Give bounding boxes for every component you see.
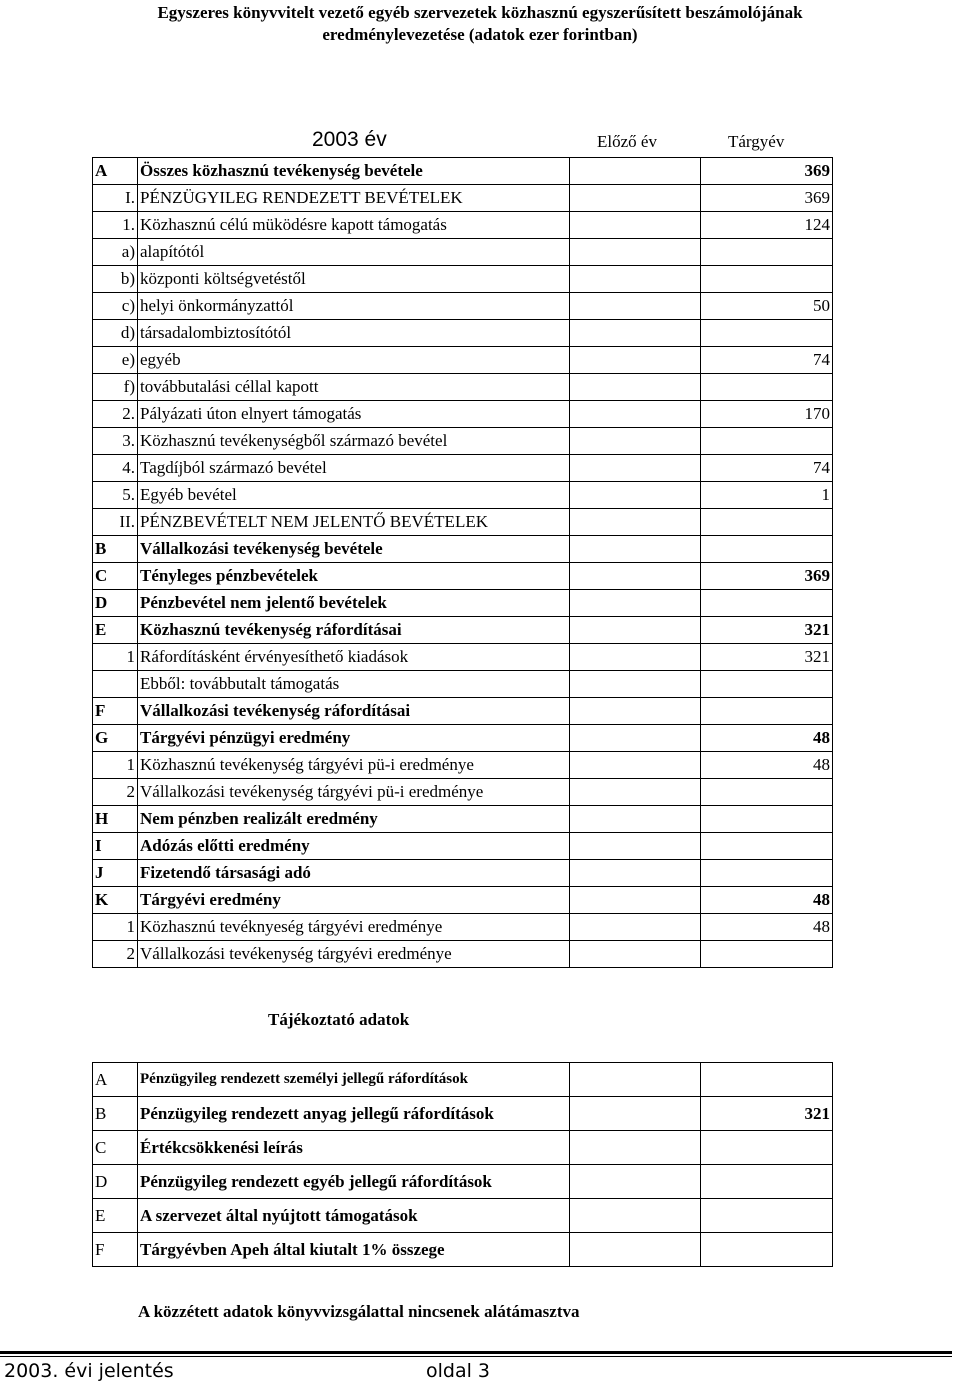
row-code: H <box>93 806 138 833</box>
row-current-value: 48 <box>701 914 833 941</box>
row-current-value <box>701 833 833 860</box>
table-row <box>93 212 833 239</box>
table-row <box>93 320 833 347</box>
table-row <box>93 941 833 968</box>
row-code: 2. <box>93 401 138 428</box>
row-label: továbbutalási céllal kapott <box>138 374 570 401</box>
row-previous-value <box>570 563 701 590</box>
info-row-code: F <box>93 1233 138 1267</box>
row-code: C <box>93 563 138 590</box>
row-code: I <box>93 833 138 860</box>
row-previous-value <box>570 644 701 671</box>
row-current-value: 50 <box>701 293 833 320</box>
row-previous-value <box>570 320 701 347</box>
info-row <box>93 1097 833 1131</box>
table-row <box>93 401 833 428</box>
row-code: c) <box>93 293 138 320</box>
info-row-current-value <box>701 1165 833 1199</box>
table-row <box>93 374 833 401</box>
table-row <box>93 779 833 806</box>
row-previous-value <box>570 698 701 725</box>
table-row <box>93 293 833 320</box>
row-label: PÉNZBEVÉTELT NEM JELENTŐ BEVÉTELEK <box>138 509 570 536</box>
table-row <box>93 347 833 374</box>
row-label: alapítótól <box>138 239 570 266</box>
info-row-current-value <box>701 1233 833 1267</box>
row-current-value <box>701 806 833 833</box>
row-code: e) <box>93 347 138 374</box>
row-label: Tényleges pénzbevételek <box>138 563 570 590</box>
table-row <box>93 644 833 671</box>
table-row <box>93 590 833 617</box>
row-code: F <box>93 698 138 725</box>
row-code: II. <box>93 509 138 536</box>
row-current-value: 369 <box>701 158 833 185</box>
row-code: f) <box>93 374 138 401</box>
row-current-value <box>701 860 833 887</box>
row-code: 5. <box>93 482 138 509</box>
row-current-value <box>701 536 833 563</box>
row-previous-value <box>570 482 701 509</box>
row-current-value <box>701 320 833 347</box>
info-section-title: Tájékoztató adatok <box>268 1010 410 1029</box>
row-current-value: 48 <box>701 725 833 752</box>
row-code: K <box>93 887 138 914</box>
row-current-value: 369 <box>701 185 833 212</box>
row-code: 1 <box>93 914 138 941</box>
title-line-1: Egyszeres könyvvitelt vezető egyéb szervezetek közhasznú egyszerűsített beszámolójának <box>157 3 803 22</box>
row-code: 1 <box>93 752 138 779</box>
row-code: d) <box>93 320 138 347</box>
info-row-previous-value <box>570 1199 701 1233</box>
table-row <box>93 887 833 914</box>
row-previous-value <box>570 914 701 941</box>
row-code: b) <box>93 266 138 293</box>
row-code: 1. <box>93 212 138 239</box>
row-previous-value <box>570 671 701 698</box>
row-current-value: 74 <box>701 455 833 482</box>
row-current-value: 321 <box>701 617 833 644</box>
row-code: 2 <box>93 941 138 968</box>
row-current-value <box>701 590 833 617</box>
table-row <box>93 536 833 563</box>
info-row-previous-value <box>570 1063 701 1097</box>
row-label: Ráfordításként érvényesíthető kiadások <box>138 644 570 671</box>
table-row <box>93 860 833 887</box>
info-row <box>93 1165 833 1199</box>
info-row <box>93 1233 833 1267</box>
info-row-label: Pénzügyileg rendezett személyi jellegű ráfordítások <box>138 1063 570 1097</box>
row-label: Pályázati úton elnyert támogatás <box>138 401 570 428</box>
row-label: Pénzbevétel nem jelentő bevételek <box>138 590 570 617</box>
row-previous-value <box>570 347 701 374</box>
audit-note: A közzétett adatok könyvvizsgálattal nincsenek alátámasztva <box>138 1302 580 1321</box>
row-current-value <box>701 428 833 455</box>
info-row-code: D <box>93 1165 138 1199</box>
row-previous-value <box>570 185 701 212</box>
table-row <box>93 617 833 644</box>
info-row <box>93 1063 833 1097</box>
table-row <box>93 482 833 509</box>
title-line-2: eredménylevezetése (adatok ezer forintban) <box>322 25 638 44</box>
row-current-value <box>701 509 833 536</box>
info-row-code: A <box>93 1063 138 1097</box>
row-current-value <box>701 941 833 968</box>
row-previous-value <box>570 158 701 185</box>
row-code: E <box>93 617 138 644</box>
row-current-value: 170 <box>701 401 833 428</box>
row-code: a) <box>93 239 138 266</box>
row-label: helyi önkormányzattól <box>138 293 570 320</box>
row-label: Összes közhasznú tevékenység bevétele <box>138 158 570 185</box>
table-row <box>93 185 833 212</box>
row-label: Közhasznú tevéknyeség tárgyévi eredménye <box>138 914 570 941</box>
row-code <box>93 671 138 698</box>
row-previous-value <box>570 941 701 968</box>
info-row-code: B <box>93 1097 138 1131</box>
info-row-current-value <box>701 1131 833 1165</box>
row-current-value <box>701 266 833 293</box>
row-current-value: 321 <box>701 644 833 671</box>
info-row-current-value <box>701 1063 833 1097</box>
table-row <box>93 833 833 860</box>
income-statement-table <box>92 157 833 968</box>
row-current-value: 74 <box>701 347 833 374</box>
row-code: D <box>93 590 138 617</box>
row-current-value <box>701 239 833 266</box>
row-code: 1 <box>93 644 138 671</box>
row-label: Nem pénzben realizált eredmény <box>138 806 570 833</box>
table-row <box>93 725 833 752</box>
row-current-value: 48 <box>701 887 833 914</box>
info-row-previous-value <box>570 1131 701 1165</box>
info-row-label: Tárgyévben Apeh által kiutalt 1% összege <box>138 1233 570 1267</box>
info-row-current-value <box>701 1199 833 1233</box>
row-previous-value <box>570 401 701 428</box>
footer-rule <box>0 1351 952 1354</box>
row-label: PÉNZÜGYILEG RENDEZETT BEVÉTELEK <box>138 185 570 212</box>
row-current-value: 48 <box>701 752 833 779</box>
row-code: 2 <box>93 779 138 806</box>
table-row <box>93 158 833 185</box>
row-label: társadalombiztosítótól <box>138 320 570 347</box>
row-current-value <box>701 374 833 401</box>
row-label: Közhasznú tevékenységből származó bevétel <box>138 428 570 455</box>
row-current-value: 124 <box>701 212 833 239</box>
previous-year-header: Előző év <box>597 132 657 151</box>
row-previous-value <box>570 617 701 644</box>
row-previous-value <box>570 779 701 806</box>
info-row-current-value: 321 <box>701 1097 833 1131</box>
info-row-code: C <box>93 1131 138 1165</box>
table-row <box>93 455 833 482</box>
row-label: Vállalkozási tevékenység tárgyévi eredménye <box>138 941 570 968</box>
row-current-value <box>701 698 833 725</box>
current-year-header: Tárgyév <box>728 132 785 151</box>
row-code: 3. <box>93 428 138 455</box>
row-previous-value <box>570 833 701 860</box>
row-label: Tárgyévi eredmény <box>138 887 570 914</box>
info-row-previous-value <box>570 1233 701 1267</box>
row-previous-value <box>570 266 701 293</box>
footer-report-label: 2003. évi jelentés <box>4 1360 174 1382</box>
table-row <box>93 698 833 725</box>
info-row-previous-value <box>570 1097 701 1131</box>
row-previous-value <box>570 590 701 617</box>
info-row-label: Pénzügyileg rendezett anyag jellegű ráfordítások <box>138 1097 570 1131</box>
info-row-label: Értékcsökkenési leírás <box>138 1131 570 1165</box>
info-row-label: A szervezet által nyújtott támogatások <box>138 1199 570 1233</box>
row-previous-value <box>570 428 701 455</box>
row-label: Tárgyévi pénzügyi eredmény <box>138 725 570 752</box>
row-label: Vállalkozási tevékenység ráfordításai <box>138 698 570 725</box>
table-row <box>93 563 833 590</box>
row-label: Ebből: továbbutalt támogatás <box>138 671 570 698</box>
row-previous-value <box>570 887 701 914</box>
row-current-value: 1 <box>701 482 833 509</box>
row-label: Adózás előtti eredmény <box>138 833 570 860</box>
row-current-value <box>701 671 833 698</box>
row-label: Közhasznú tevékenység ráfordításai <box>138 617 570 644</box>
row-code: I. <box>93 185 138 212</box>
row-previous-value <box>570 806 701 833</box>
row-code: A <box>93 158 138 185</box>
table-row <box>93 752 833 779</box>
info-row <box>93 1131 833 1165</box>
table-row <box>93 428 833 455</box>
row-current-value: 369 <box>701 563 833 590</box>
row-label: központi költségvetéstől <box>138 266 570 293</box>
row-label: Vállalkozási tevékenység bevétele <box>138 536 570 563</box>
row-label: Közhasznú célú müködésre kapott támogatás <box>138 212 570 239</box>
row-label: Tagdíjból származó bevétel <box>138 455 570 482</box>
row-code: B <box>93 536 138 563</box>
footer-page-number: oldal 3 <box>426 1360 491 1382</box>
info-row <box>93 1199 833 1233</box>
table-row <box>93 266 833 293</box>
info-row-code: E <box>93 1199 138 1233</box>
info-row-previous-value <box>570 1165 701 1199</box>
row-previous-value <box>570 860 701 887</box>
row-label: egyéb <box>138 347 570 374</box>
row-previous-value <box>570 536 701 563</box>
footer-rule-thin <box>0 1356 952 1357</box>
table-row <box>93 914 833 941</box>
table-row <box>93 671 833 698</box>
row-code: G <box>93 725 138 752</box>
table-row <box>93 806 833 833</box>
row-label: Fizetendő társasági adó <box>138 860 570 887</box>
row-code: J <box>93 860 138 887</box>
row-previous-value <box>570 239 701 266</box>
row-previous-value <box>570 293 701 320</box>
row-previous-value <box>570 374 701 401</box>
table-row <box>93 509 833 536</box>
year-header: 2003 év <box>312 128 387 151</box>
row-label: Közhasznú tevékenység tárgyévi pü-i eredménye <box>138 752 570 779</box>
row-label: Egyéb bevétel <box>138 482 570 509</box>
table-row <box>93 239 833 266</box>
row-code: 4. <box>93 455 138 482</box>
row-previous-value <box>570 212 701 239</box>
row-current-value <box>701 779 833 806</box>
row-previous-value <box>570 455 701 482</box>
row-previous-value <box>570 752 701 779</box>
row-label: Vállalkozási tevékenység tárgyévi pü-i eredménye <box>138 779 570 806</box>
info-row-label: Pénzügyileg rendezett egyéb jellegű ráfordítások <box>138 1165 570 1199</box>
row-previous-value <box>570 509 701 536</box>
document-title <box>0 2 960 46</box>
row-previous-value <box>570 725 701 752</box>
supplementary-info-table <box>92 1062 833 1267</box>
